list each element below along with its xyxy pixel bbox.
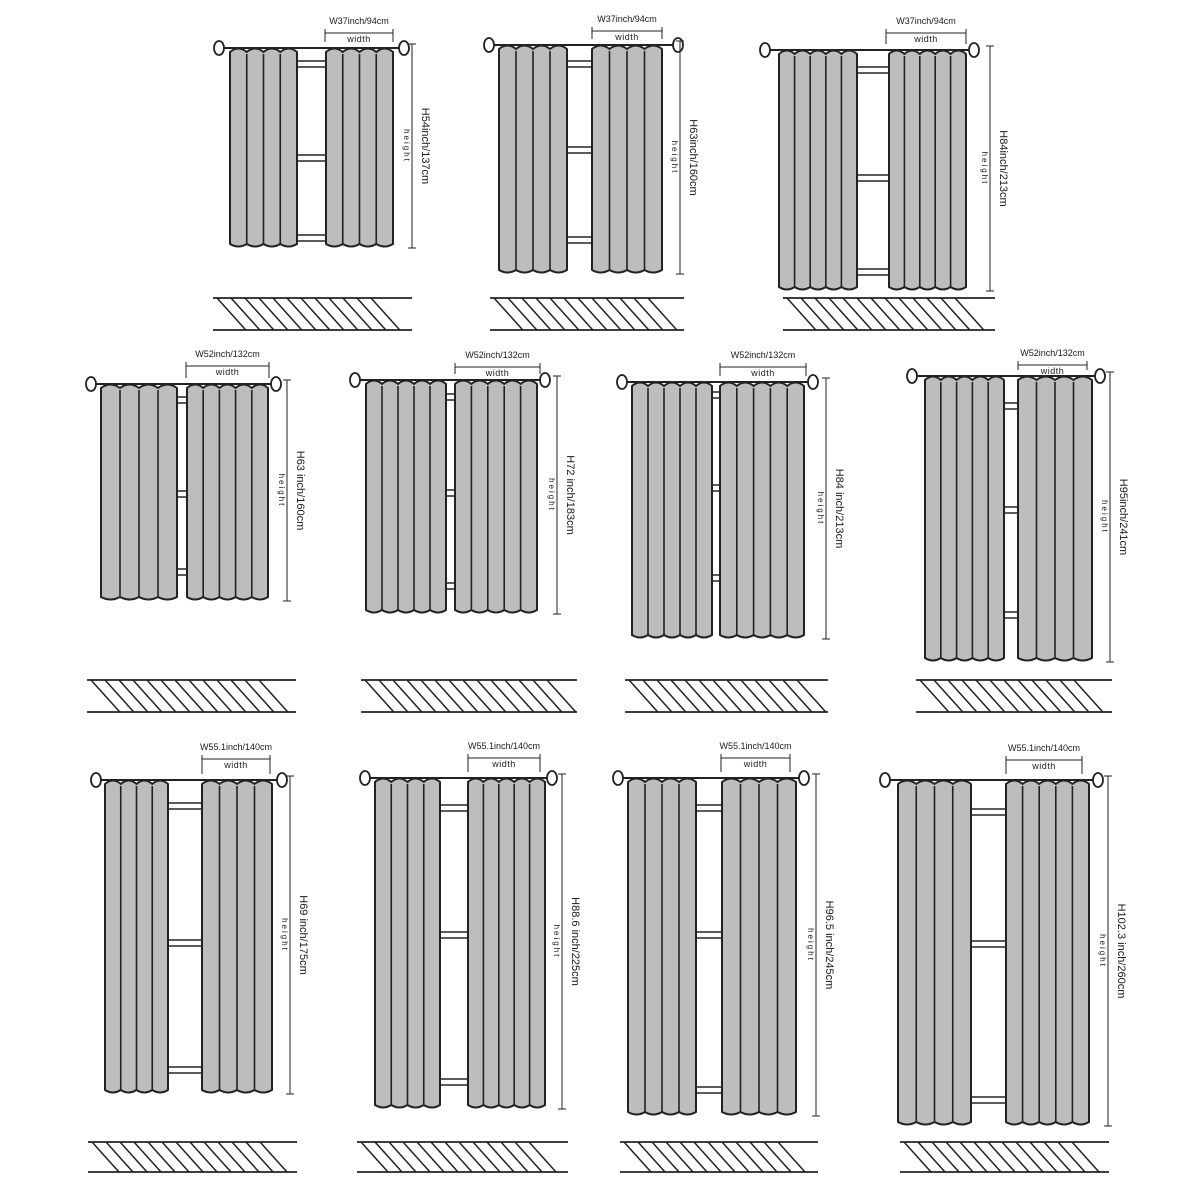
floor-hatch-line bbox=[417, 1142, 444, 1172]
curtain-panel-body bbox=[455, 381, 537, 613]
floor-hatch-line bbox=[741, 680, 770, 712]
window-rail bbox=[446, 490, 455, 496]
rod-finial-icon bbox=[617, 375, 627, 389]
width-value-label: W55.1inch/140cm bbox=[467, 741, 541, 751]
window-rail bbox=[440, 1079, 468, 1085]
floor-hatch-line bbox=[536, 298, 565, 330]
window-rail bbox=[177, 569, 187, 575]
curtain-diagram bbox=[484, 14, 699, 330]
floor-hatch-line bbox=[473, 1142, 500, 1172]
height-value-label: H88.6 inch/225cm bbox=[569, 897, 581, 986]
floor-hatch-line bbox=[522, 298, 551, 330]
floor-hatch-line bbox=[871, 298, 900, 330]
floor-hatch-line bbox=[232, 1142, 259, 1172]
floor-hatch-line bbox=[885, 298, 914, 330]
height-value-label: H102.3 inch/260cm bbox=[1115, 903, 1127, 999]
curtain-panel-right bbox=[720, 383, 804, 638]
rod-finial-icon bbox=[214, 41, 224, 55]
window-rail bbox=[567, 61, 592, 67]
window-rail bbox=[168, 940, 202, 946]
floor-hatch-icon bbox=[357, 1142, 568, 1172]
rod-finial-icon bbox=[907, 369, 917, 383]
curtain-diagram bbox=[907, 348, 1129, 712]
floor-hatch-line bbox=[652, 1142, 679, 1172]
height-word-label: height bbox=[806, 928, 815, 962]
rod-finial-icon bbox=[673, 38, 683, 52]
floor-hatch-line bbox=[459, 1142, 486, 1172]
floor-hatch-line bbox=[1060, 680, 1089, 712]
floor-hatch-line bbox=[694, 1142, 721, 1172]
width-word-label: width bbox=[347, 34, 371, 44]
floor-hatch-line bbox=[491, 680, 520, 712]
rod-finial-icon bbox=[613, 771, 623, 785]
floor-hatch-line bbox=[904, 1142, 931, 1172]
floor-hatch-line bbox=[829, 298, 858, 330]
rod-finial-icon bbox=[969, 43, 979, 57]
curtain-panel-right bbox=[455, 381, 537, 613]
floor-hatch-line bbox=[634, 298, 663, 330]
curtain-panel-left bbox=[375, 779, 440, 1108]
floor-hatch-line bbox=[801, 298, 830, 330]
height-value-label: H72 inch/183cm bbox=[564, 455, 576, 535]
height-word-label: height bbox=[1098, 934, 1107, 968]
rod-finial-icon bbox=[808, 375, 818, 389]
floor-hatch-line bbox=[407, 680, 436, 712]
width-word-label: width bbox=[751, 368, 775, 378]
curtain-panel-body bbox=[366, 381, 446, 613]
floor-hatch-line bbox=[217, 680, 246, 712]
floor-hatch-line bbox=[1044, 1142, 1071, 1172]
height-word-label: height bbox=[980, 151, 989, 186]
floor-hatch-icon bbox=[625, 680, 828, 712]
floor-hatch-line bbox=[990, 680, 1019, 712]
floor-hatch-line bbox=[501, 1142, 528, 1172]
curtain-panel-right bbox=[889, 51, 966, 290]
curtain-panel-left bbox=[628, 779, 696, 1115]
window-rail bbox=[446, 394, 455, 400]
floor-hatch-line bbox=[217, 298, 246, 330]
floor-hatch-line bbox=[666, 1142, 693, 1172]
floor-hatch-line bbox=[260, 1142, 287, 1172]
floor-hatch-icon bbox=[87, 680, 296, 712]
floor-hatch-line bbox=[431, 1142, 458, 1172]
floor-hatch-line bbox=[787, 298, 816, 330]
window-rail bbox=[696, 932, 722, 938]
floor-hatch-line bbox=[783, 680, 812, 712]
floor-hatch-icon bbox=[783, 298, 995, 330]
floor-hatch-line bbox=[976, 680, 1005, 712]
floor-hatch-line bbox=[815, 298, 844, 330]
floor-hatch-icon bbox=[900, 1142, 1109, 1172]
curtain-panel-left bbox=[101, 385, 177, 600]
floor-hatch-line bbox=[287, 298, 316, 330]
floor-hatch-line bbox=[685, 680, 714, 712]
floor-hatch-line bbox=[175, 680, 204, 712]
floor-hatch-line bbox=[231, 680, 260, 712]
height-word-label: height bbox=[552, 924, 561, 959]
window-rail bbox=[712, 485, 720, 491]
window-rail bbox=[177, 397, 187, 403]
window-rail bbox=[297, 61, 326, 67]
curtain-panel-left bbox=[779, 51, 857, 290]
curtain-panel-body bbox=[632, 383, 712, 638]
floor-hatch-line bbox=[190, 1142, 217, 1172]
height-value-label: H84inch/213cm bbox=[997, 130, 1009, 207]
floor-hatch-line bbox=[764, 1142, 791, 1172]
width-value-label: W55.1inch/140cm bbox=[719, 741, 792, 751]
width-value-label: W37inch/94cm bbox=[329, 16, 389, 26]
floor-hatch-line bbox=[843, 298, 872, 330]
width-word-label: width bbox=[224, 760, 248, 770]
window-rail bbox=[168, 1067, 202, 1073]
floor-hatch-line bbox=[1018, 680, 1047, 712]
curtain-panel-right bbox=[722, 779, 796, 1115]
window-rail bbox=[440, 932, 468, 938]
curtain-diagram bbox=[880, 743, 1127, 1172]
floor-hatch-line bbox=[592, 298, 621, 330]
floor-hatch-line bbox=[389, 1142, 416, 1172]
floor-hatch-line bbox=[105, 680, 134, 712]
floor-hatch-line bbox=[203, 680, 232, 712]
window-rail bbox=[168, 803, 202, 809]
floor-hatch-line bbox=[920, 680, 949, 712]
floor-hatch-line bbox=[643, 680, 672, 712]
floor-hatch-line bbox=[727, 680, 756, 712]
floor-hatch-line bbox=[273, 298, 302, 330]
curtain-panel-body bbox=[468, 779, 545, 1108]
floor-hatch-line bbox=[708, 1142, 735, 1172]
floor-hatch-line bbox=[1004, 680, 1033, 712]
curtain-panel-right bbox=[187, 385, 268, 600]
floor-hatch-line bbox=[722, 1142, 749, 1172]
width-value-label: W37inch/94cm bbox=[896, 16, 956, 26]
floor-hatch-line bbox=[960, 1142, 987, 1172]
curtain-diagram bbox=[613, 741, 835, 1172]
floor-hatch-line bbox=[259, 680, 288, 712]
window-rail bbox=[567, 237, 592, 243]
floor-hatch-line bbox=[218, 1142, 245, 1172]
window-rail bbox=[446, 583, 455, 589]
curtain-panel-left bbox=[366, 381, 446, 613]
floor-hatch-line bbox=[955, 298, 984, 330]
floor-hatch-line bbox=[713, 680, 742, 712]
curtain-panel-right bbox=[592, 46, 662, 273]
floor-hatch-line bbox=[1074, 680, 1103, 712]
floor-hatch-icon bbox=[620, 1142, 818, 1172]
width-word-label: width bbox=[743, 759, 768, 769]
floor-hatch-icon bbox=[916, 680, 1112, 712]
rod-finial-icon bbox=[86, 377, 96, 391]
window-rail bbox=[1004, 507, 1018, 513]
floor-hatch-line bbox=[148, 1142, 175, 1172]
height-value-label: H63inch/160cm bbox=[687, 119, 699, 196]
curtain-panel-left bbox=[230, 49, 297, 247]
curtain-panel-right bbox=[202, 781, 272, 1093]
floor-hatch-line bbox=[629, 680, 658, 712]
height-word-label: height bbox=[1100, 500, 1109, 534]
window-rail bbox=[696, 1087, 722, 1093]
floor-hatch-line bbox=[259, 298, 288, 330]
floor-hatch-line bbox=[624, 1142, 651, 1172]
floor-hatch-line bbox=[365, 680, 394, 712]
floor-hatch-icon bbox=[213, 298, 412, 330]
floor-hatch-line bbox=[435, 680, 464, 712]
width-word-label: width bbox=[485, 368, 510, 378]
width-word-label: width bbox=[215, 367, 240, 377]
floor-hatch-line bbox=[519, 680, 548, 712]
floor-hatch-line bbox=[375, 1142, 402, 1172]
rod-finial-icon bbox=[277, 773, 287, 787]
width-value-label: W37inch/94cm bbox=[597, 14, 657, 24]
rod-finial-icon bbox=[484, 38, 494, 52]
rod-finial-icon bbox=[399, 41, 409, 55]
floor-hatch-line bbox=[301, 298, 330, 330]
floor-hatch-line bbox=[1030, 1142, 1057, 1172]
window-rail bbox=[297, 155, 326, 161]
floor-hatch-line bbox=[769, 680, 798, 712]
curtain-diagram bbox=[357, 741, 581, 1172]
floor-hatch-line bbox=[133, 680, 162, 712]
floor-hatch-line bbox=[932, 1142, 959, 1172]
floor-hatch-icon bbox=[88, 1142, 297, 1172]
floor-hatch-line bbox=[941, 298, 970, 330]
curtain-panel-body bbox=[720, 383, 804, 638]
floor-hatch-line bbox=[934, 680, 963, 712]
height-value-label: H54inch/137cm bbox=[419, 107, 431, 185]
width-value-label: W52inch/132cm bbox=[730, 350, 796, 360]
rod-finial-icon bbox=[91, 773, 101, 787]
floor-hatch-line bbox=[547, 680, 576, 712]
floor-hatch-line bbox=[245, 680, 274, 712]
width-value-label: W55.1inch/140cm bbox=[1007, 743, 1081, 753]
floor-hatch-line bbox=[508, 298, 537, 330]
curtain-diagram bbox=[86, 349, 306, 712]
curtain-diagram bbox=[213, 16, 431, 330]
floor-hatch-line bbox=[119, 680, 148, 712]
window-rail bbox=[857, 67, 889, 73]
floor-hatch-line bbox=[505, 680, 534, 712]
floor-hatch-line bbox=[245, 298, 274, 330]
floor-hatch-line bbox=[533, 680, 562, 712]
curtain-panel-left bbox=[898, 781, 971, 1125]
height-value-label: H69 inch/175cm bbox=[297, 895, 309, 975]
floor-hatch-line bbox=[403, 1142, 430, 1172]
floor-hatch-line bbox=[913, 298, 942, 330]
floor-hatch-line bbox=[421, 680, 450, 712]
floor-hatch-line bbox=[204, 1142, 231, 1172]
floor-hatch-line bbox=[578, 298, 607, 330]
floor-hatch-line bbox=[1032, 680, 1061, 712]
floor-hatch-line bbox=[487, 1142, 514, 1172]
width-word-label: width bbox=[615, 32, 639, 42]
floor-hatch-line bbox=[750, 1142, 777, 1172]
floor-hatch-line bbox=[246, 1142, 273, 1172]
floor-hatch-line bbox=[962, 680, 991, 712]
floor-hatch-line bbox=[927, 298, 956, 330]
floor-hatch-line bbox=[515, 1142, 542, 1172]
window-rail bbox=[177, 491, 187, 497]
floor-hatch-line bbox=[463, 680, 492, 712]
curtain-panel-right bbox=[1018, 377, 1092, 661]
width-word-label: width bbox=[492, 759, 516, 769]
curtain-panel-body bbox=[1006, 781, 1089, 1125]
curtain-panel-right bbox=[326, 49, 393, 247]
floor-hatch-line bbox=[1002, 1142, 1029, 1172]
height-value-label: H84 inch/213cm bbox=[833, 468, 845, 549]
curtain-panel-body bbox=[187, 385, 268, 600]
floor-hatch-line bbox=[477, 680, 506, 712]
floor-hatch-line bbox=[680, 1142, 707, 1172]
window-rail bbox=[971, 809, 1006, 815]
height-word-label: height bbox=[277, 473, 286, 508]
rod-finial-icon bbox=[880, 773, 890, 787]
floor-hatch-line bbox=[671, 680, 700, 712]
width-value-label: W55.1inch/140cm bbox=[199, 742, 273, 752]
floor-hatch-line bbox=[176, 1142, 203, 1172]
width-word-label: width bbox=[914, 34, 938, 44]
floor-hatch-line bbox=[379, 680, 408, 712]
floor-hatch-line bbox=[494, 298, 523, 330]
floor-hatch-line bbox=[449, 680, 478, 712]
width-value-label: W52inch/132cm bbox=[195, 349, 260, 359]
floor-hatch-line bbox=[445, 1142, 472, 1172]
floor-hatch-line bbox=[1046, 680, 1075, 712]
width-value-label: W52inch/132cm bbox=[465, 350, 530, 360]
floor-hatch-line bbox=[361, 1142, 388, 1172]
height-word-label: height bbox=[816, 491, 825, 526]
floor-hatch-line bbox=[371, 298, 400, 330]
floor-hatch-line bbox=[606, 298, 635, 330]
floor-hatch-line bbox=[529, 1142, 556, 1172]
floor-hatch-line bbox=[189, 680, 218, 712]
window-rail bbox=[712, 575, 720, 581]
rod-finial-icon bbox=[547, 771, 557, 785]
floor-hatch-line bbox=[147, 680, 176, 712]
floor-hatch-line bbox=[946, 1142, 973, 1172]
floor-hatch-line bbox=[343, 298, 372, 330]
curtain-panel-left bbox=[925, 377, 1004, 661]
rod-finial-icon bbox=[760, 43, 770, 57]
floor-hatch-line bbox=[357, 298, 386, 330]
floor-hatch-line bbox=[1016, 1142, 1043, 1172]
floor-hatch-line bbox=[620, 298, 649, 330]
floor-hatch-line bbox=[699, 680, 728, 712]
curtain-panel-left bbox=[105, 781, 168, 1093]
height-value-label: H63 inch/160cm bbox=[294, 450, 306, 531]
rod-finial-icon bbox=[799, 771, 809, 785]
window-rail bbox=[712, 392, 720, 398]
floor-hatch-line bbox=[564, 298, 593, 330]
rod-finial-icon bbox=[1095, 369, 1105, 383]
floor-hatch-line bbox=[948, 680, 977, 712]
floor-hatch-line bbox=[162, 1142, 189, 1172]
window-rail bbox=[857, 175, 889, 181]
floor-hatch-line bbox=[329, 298, 358, 330]
floor-hatch-line bbox=[857, 298, 886, 330]
window-rail bbox=[297, 235, 326, 241]
width-word-label: width bbox=[1032, 761, 1056, 771]
height-word-label: height bbox=[402, 129, 411, 163]
curtain-panel-right bbox=[468, 779, 545, 1108]
floor-hatch-line bbox=[797, 680, 826, 712]
floor-hatch-line bbox=[918, 1142, 945, 1172]
floor-hatch-line bbox=[134, 1142, 161, 1172]
floor-hatch-line bbox=[755, 680, 784, 712]
rod-finial-icon bbox=[540, 373, 550, 387]
window-rail bbox=[971, 941, 1006, 947]
floor-hatch-line bbox=[92, 1142, 119, 1172]
floor-hatch-line bbox=[231, 298, 260, 330]
height-word-label: height bbox=[280, 918, 289, 952]
rod-finial-icon bbox=[360, 771, 370, 785]
window-rail bbox=[1004, 612, 1018, 618]
floor-hatch-line bbox=[161, 680, 190, 712]
floor-hatch-line bbox=[638, 1142, 665, 1172]
height-word-label: height bbox=[547, 478, 556, 512]
curtain-diagram bbox=[617, 350, 845, 712]
curtain-diagram bbox=[88, 742, 309, 1172]
curtain-panel-body bbox=[925, 377, 1004, 661]
floor-hatch-line bbox=[315, 298, 344, 330]
window-rail bbox=[857, 269, 889, 275]
floor-hatch-line bbox=[120, 1142, 147, 1172]
floor-hatch-line bbox=[988, 1142, 1015, 1172]
curtain-diagram bbox=[350, 350, 577, 712]
floor-hatch-line bbox=[974, 1142, 1001, 1172]
window-rail bbox=[1004, 403, 1018, 409]
floor-hatch-line bbox=[736, 1142, 763, 1172]
curtain-panel-body bbox=[779, 51, 857, 290]
height-value-label: H95inch/241cm bbox=[1117, 478, 1129, 556]
floor-hatch-line bbox=[1072, 1142, 1099, 1172]
window-rail bbox=[567, 147, 592, 153]
rod-finial-icon bbox=[271, 377, 281, 391]
floor-hatch-icon bbox=[361, 680, 577, 712]
floor-hatch-icon bbox=[490, 298, 684, 330]
floor-hatch-line bbox=[1058, 1142, 1085, 1172]
floor-hatch-line bbox=[657, 680, 686, 712]
curtain-diagram bbox=[760, 16, 1009, 330]
floor-hatch-line bbox=[91, 680, 120, 712]
window-rail bbox=[440, 805, 468, 811]
rod-finial-icon bbox=[350, 373, 360, 387]
window-rail bbox=[971, 1097, 1006, 1103]
floor-hatch-line bbox=[778, 1142, 805, 1172]
floor-hatch-line bbox=[648, 298, 677, 330]
height-word-label: height bbox=[670, 140, 679, 175]
curtain-panel-body bbox=[889, 51, 966, 290]
rod-finial-icon bbox=[1093, 773, 1103, 787]
curtain-panel-left bbox=[632, 383, 712, 638]
curtain-panel-right bbox=[1006, 781, 1089, 1125]
floor-hatch-line bbox=[106, 1142, 133, 1172]
window-rail bbox=[696, 805, 722, 811]
width-word-label: width bbox=[1040, 366, 1065, 376]
height-value-label: H96.5 inch/245cm bbox=[823, 900, 835, 990]
width-value-label: W52inch/132cm bbox=[1020, 348, 1085, 358]
floor-hatch-line bbox=[899, 298, 928, 330]
floor-hatch-line bbox=[550, 298, 579, 330]
curtain-panel-left bbox=[499, 46, 567, 273]
floor-hatch-line bbox=[393, 680, 422, 712]
